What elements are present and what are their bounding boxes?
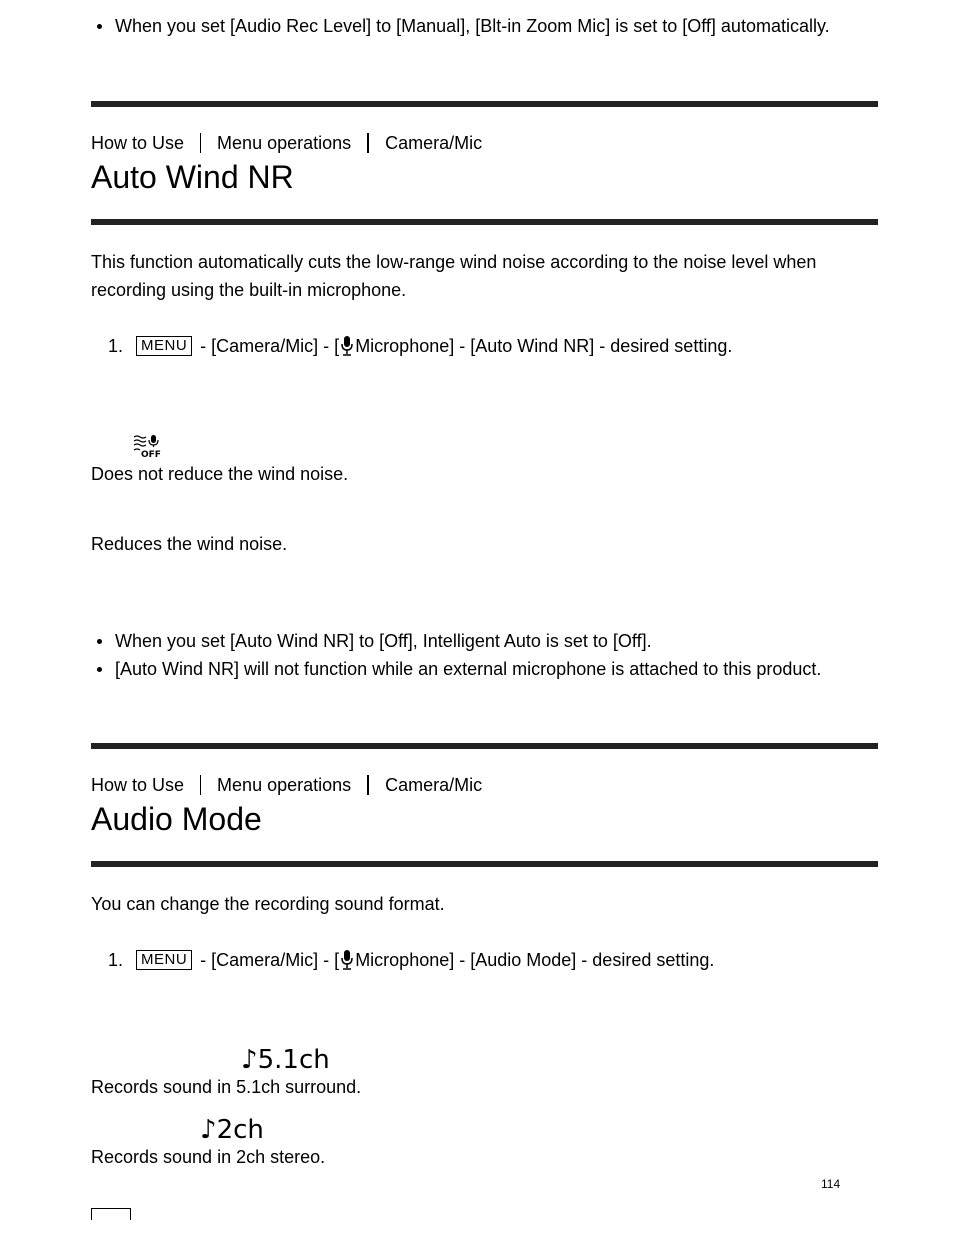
breadcrumb — [91, 773, 482, 797]
page-corner-mark — [91, 1208, 131, 1220]
page-title: Auto Wind NR — [91, 159, 294, 195]
section-rule-bottom — [91, 219, 878, 225]
note-item: [Auto Wind NR] will not function while an external microphone is attached to this product. — [91, 655, 821, 683]
setting-5-1ch-description: Records sound in 5.1ch surround. — [91, 1077, 362, 1097]
step-number: 1. — [108, 950, 124, 970]
setting-auto-description: Reduces the wind noise. — [91, 534, 288, 554]
section-rule-top — [91, 101, 878, 107]
setting-2ch-description: Records sound in 2ch stereo. — [91, 1147, 326, 1167]
wind-off-label: OFF — [141, 450, 161, 458]
step-item — [91, 332, 732, 360]
breadcrumb-separator — [200, 133, 201, 153]
step-number: 1. — [108, 336, 124, 356]
menu-button-icon: MENU — [136, 950, 192, 970]
breadcrumb-camera-mic[interactable]: Camera/Mic — [385, 133, 483, 153]
step-text-a: - [Camera/Mic] - [ — [200, 336, 340, 356]
setting-off-description: Does not reduce the wind noise. — [91, 464, 349, 484]
step-text-b: Microphone] - [Auto Wind NR] - desired setting. — [355, 336, 733, 356]
step-text-b: Microphone] - [Audio Mode] - desired setting. — [355, 950, 715, 970]
notes-list — [91, 627, 821, 683]
breadcrumb-camera-mic[interactable]: Camera/Mic — [385, 775, 483, 795]
audio-2ch-icon: ♪2ch — [200, 1115, 264, 1145]
microphone-icon — [340, 949, 354, 971]
section-rule-top — [91, 743, 878, 749]
menu-button-icon: MENU — [136, 336, 192, 356]
section-intro: You can change the recording sound format. — [91, 894, 445, 914]
breadcrumb-menu-operations[interactable]: Menu operations — [217, 133, 352, 153]
top-note: When you set [Audio Rec Level] to [Manual], [Blt-in Zoom Mic] is set to [Off] automatically. — [91, 12, 830, 40]
wind-nr-off-icon — [133, 434, 163, 458]
breadcrumb — [91, 131, 482, 155]
audio-5-1ch-icon: ♪5.1ch — [241, 1045, 330, 1075]
step-text-a: - [Camera/Mic] - [ — [200, 950, 340, 970]
breadcrumb-separator — [367, 133, 369, 153]
top-note-list — [91, 12, 830, 40]
page-number: 114 — [821, 1177, 841, 1191]
breadcrumb-separator — [367, 775, 369, 795]
section-rule-bottom — [91, 861, 878, 867]
section-intro: This function automatically cuts the low-range wind noise according to the noise level when recording using the built-in microphone. — [91, 252, 817, 300]
breadcrumb-menu-operations[interactable]: Menu operations — [217, 775, 352, 795]
note-item: When you set [Auto Wind NR] to [Off], Intelligent Auto is set to [Off]. — [91, 627, 821, 655]
breadcrumb-how-to-use[interactable]: How to Use — [91, 775, 185, 795]
page-title: Audio Mode — [91, 801, 262, 837]
breadcrumb-how-to-use[interactable]: How to Use — [91, 133, 185, 153]
step-item — [91, 946, 714, 974]
breadcrumb-separator — [200, 775, 201, 795]
microphone-icon — [340, 335, 354, 357]
